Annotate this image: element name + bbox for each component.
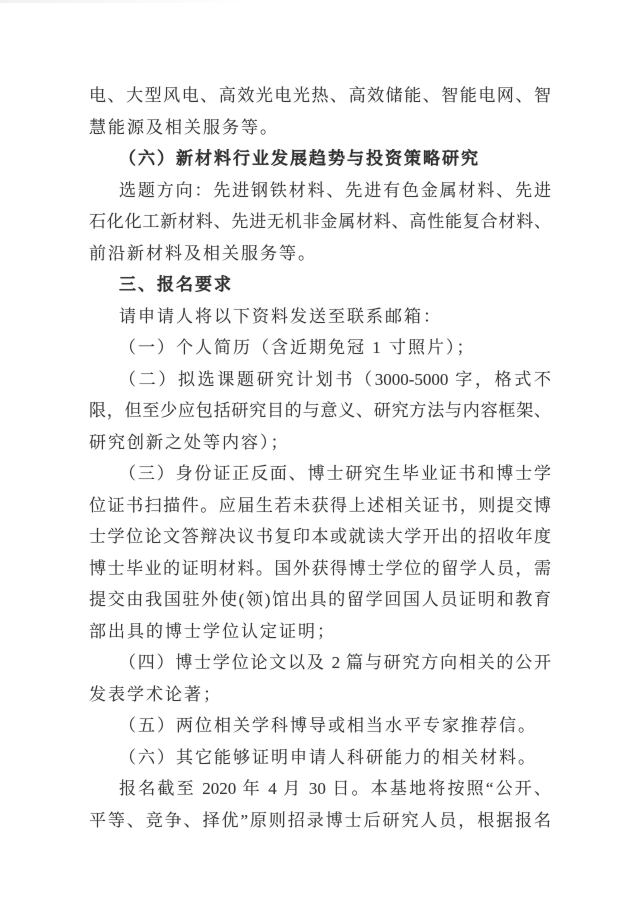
text-line: 石化化工新材料、先进无机非金属材料、高性能复合材料、	[89, 212, 551, 231]
text-line: 位证书扫描件。应届生若未获得上述相关证书，则提交博	[89, 495, 551, 515]
list-item-five: （五）两位相关学科博导或相当水平专家推荐信。	[119, 716, 537, 735]
document-body	[89, 80, 551, 836]
list-item-one: （一）个人简历（含近期免冠 1 寸照片）；	[119, 338, 476, 357]
text-line: 慧能源及相关服务等。	[89, 117, 279, 137]
text-line: 前沿新材料及相关服务等。	[89, 243, 317, 263]
text-line: 报名截至 2020 年 4 月 30 日。本基地将按照“公开、	[119, 779, 551, 798]
list-item-four: （四）博士学位论文以及 2 篇与研究方向相关的公开	[119, 653, 551, 672]
list-item-six: （六）其它能够证明申请人科研能力的相关材料。	[119, 747, 537, 767]
text-line: 限，但至少应包括研究目的与意义、研究方法与内容框架、	[89, 401, 551, 420]
text-line: 选题方向：先进钢铁材料、先进有色金属材料、先进	[119, 180, 551, 200]
heading-section-three: 三、报名要求	[119, 275, 233, 294]
text-line: 请申请人将以下资料发送至联系邮箱：	[119, 306, 442, 326]
text-line: 博士毕业的证明材料。国外获得博士学位的留学人员，需	[89, 558, 551, 578]
heading-section-six-topic: （六）新材料行业发展趋势与投资策略研究	[119, 149, 480, 168]
scan-edge-artifact	[0, 0, 637, 3]
text-line: 部出具的博士学位认定证明；	[89, 621, 336, 641]
text-line: 研究创新之处等内容）；	[89, 432, 290, 452]
list-item-two: （二）拟选课题研究计划书（3000-5000 字，格式不	[119, 369, 551, 389]
text-line: 提交由我国驻外使(领)馆出具的留学回国人员证明和教育	[89, 590, 551, 609]
text-line: 发表学术论著；	[89, 684, 222, 704]
list-item-three: （三）身份证正反面、博士研究生毕业证书和博士学	[119, 464, 551, 483]
text-line: 电、大型风电、高效光电光热、高效储能、智能电网、智	[89, 86, 551, 105]
text-line: 士学位论文答辩决议书复印本或就读大学开出的招收年度	[89, 527, 551, 546]
text-line: 平等、竞争、择优”原则招录博士后研究人员，根据报名	[89, 810, 551, 830]
